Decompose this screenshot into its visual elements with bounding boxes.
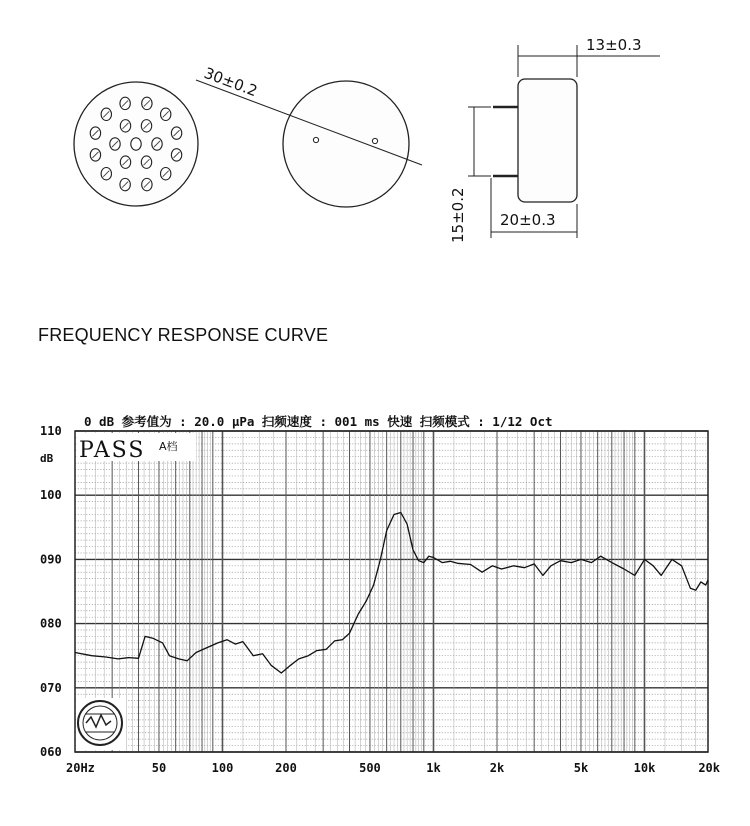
y-tick-label: 060 — [40, 745, 62, 759]
chart-header: 0 dB 参考值为 : 20.0 μPa 扫频速度 : 001 ms 快速 扫频模式 : 1/12 Oct — [84, 414, 553, 429]
stamp-seal-icon — [76, 698, 126, 750]
front-view-grille — [74, 82, 198, 206]
x-tick-label: 1k — [426, 761, 441, 775]
x-tick-label: 200 — [275, 761, 297, 775]
x-tick-label: 10k — [633, 761, 656, 775]
x-tick-label: 100 — [211, 761, 234, 775]
pass-badge: PASS — [79, 438, 146, 463]
side-view — [468, 45, 660, 238]
x-tick-label: 500 — [359, 761, 381, 775]
y-tick-label: 090 — [40, 552, 62, 567]
grille-hole — [131, 138, 141, 150]
back-view — [196, 80, 422, 207]
x-tick-label: 2k — [489, 761, 505, 775]
y-unit-label: dB — [40, 452, 54, 465]
x-tick-label: 20k — [698, 761, 720, 775]
x-tick-label: 50 — [151, 761, 167, 775]
section-title: FREQUENCY RESPONSE CURVE — [38, 325, 329, 345]
chart-grid — [75, 431, 708, 752]
x-tick-label: 5k — [573, 761, 589, 775]
frequency-response-chart — [0, 400, 750, 826]
pass-badge-sub: A档 — [159, 440, 178, 453]
height-label: 13±0.3 — [586, 36, 642, 54]
response-curve — [75, 513, 708, 674]
y-tick-label: 110 — [40, 424, 62, 438]
pin-spacing-label: 20±0.3 — [500, 211, 556, 229]
y-tick-label: 080 — [40, 616, 62, 631]
pin-length-label: 15±0.2 — [449, 187, 467, 243]
diameter-label: 30±0.2 — [201, 63, 260, 101]
x-tick-label: 20Hz — [66, 761, 95, 775]
mechanical-drawing — [0, 0, 750, 300]
y-tick-label: 100 — [40, 488, 62, 503]
y-tick-label: 070 — [40, 680, 62, 695]
